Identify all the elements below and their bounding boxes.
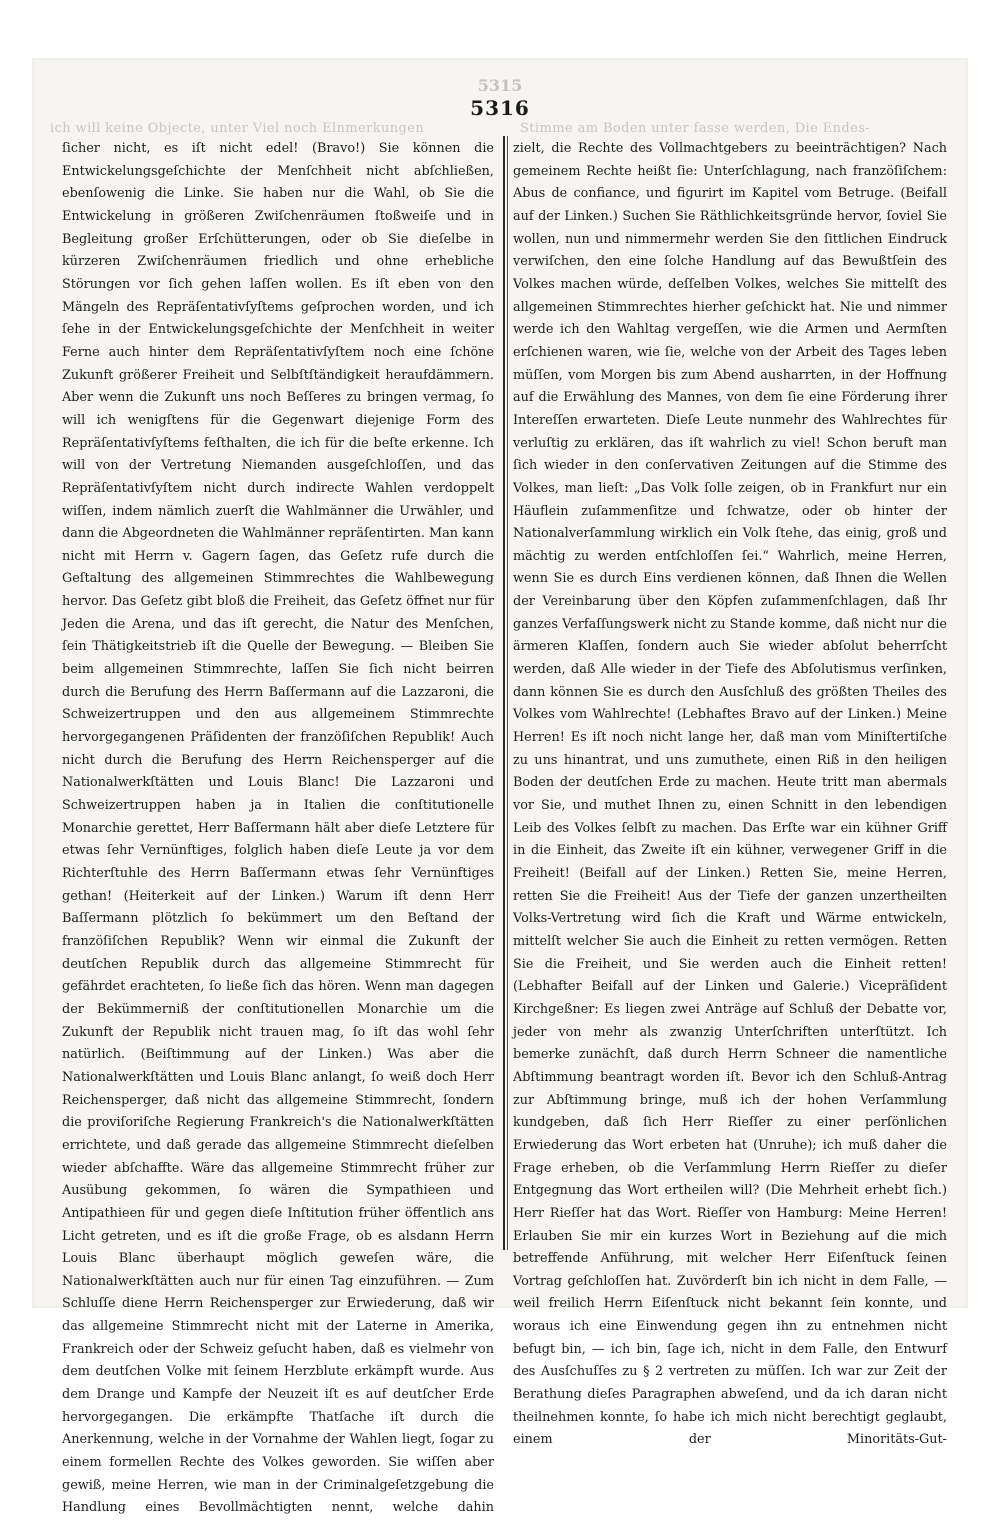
ghost-header-left: ich will keine Objecte, unter Viel noch Elnmerkungen	[50, 121, 425, 136]
column-rule	[503, 136, 505, 1250]
column-rule-inner	[507, 136, 508, 1250]
right-column	[513, 138, 947, 1452]
left-column	[62, 138, 494, 1520]
left-column-text: ſicher nicht, es iſt nicht edel! (Bravo!) Sie können die Entwickelungsgeſchichte der Menſchheit nicht abſchließen, ebenſowenig die Linke. Sie haben nur die Wahl, ob Sie die Entwickelung in größeren Zwiſchenräumen ſtoßweiſe und in Begleitung großer Erſchütterungen, oder ob Sie dieſelbe in kürzeren Zwiſchenräumen friedlich und ohne erhebliche Störungen vor ſich gehen laſſen wollen. Es iſt eben von den Mängeln des Repräſentativſyſtems geſprochen worden, und ich ſehe in der Entwickelungsgeſchichte der Menſchheit in weiter Ferne auch hinter dem Repräſentativſyſtem noch eine ſchöne Zukunft größerer Freiheit und Selbſtſtändigkeit heraufdämmern. Aber wenn die Zukunft uns noch Beſſeres zu bringen vermag, ſo will ich wenigſtens für die Gegenwart diejenige Form des Repräſentativſyſtems feſthalten, die ich für die beſte erkenne. Ich will von der Vertretung Niemanden ausgeſchloſſen, und das Repräſentativſyſtem nicht durch indirecte Wahlen verdoppelt wiſſen, indem nämlich zuerſt die Wahlmänner die Urwähler, und dann die Abgeordneten die Wahlmänner repräſentirten. Man kann nicht mit Herrn v. Gagern ſagen, das Geſetz rufe durch die Geſtaltung des allgemeinen Stimmrechtes die Wahlbewegung hervor. Das Geſetz gibt bloß die Freiheit, das Geſetz öffnet nur für Jeden die Arena, und das iſt gerecht, die Natur des Menſchen, ſein Thätigkeitstrieb iſt die Quelle der Bewegung. — Bleiben Sie beim allgemeinen Stimmrechte, laſſen Sie ſich nicht beirren durch die Berufung des Herrn Baſſermann auf die Lazzaroni, die Schweizertruppen und den aus allgemeinem Stimmrechte hervorgegangenen Präſidenten der franzöſiſchen Republik! Auch nicht durch die Berufung des Herrn Reichensperger auf die Nationalwerkſtätten und Louis Blanc! Die Lazzaroni und Schweizertruppen haben ja in Italien die conſtitutionelle Monarchie gerettet, Herr Baſſermann hält aber dieſe Letztere für etwas ſehr Vernünftiges, folglich haben dieſe Leute ja vor dem Richterſtuhle des Herrn Baſſermann etwas ſehr Vernünftiges gethan! (Heiterkeit auf der Linken.) Warum iſt denn Herr Baſſermann plötzlich ſo bekümmert um den Beſtand der franzöſiſchen Republik? Wenn wir einmal die Zukunft der deutſchen Republik durch das allgemeine Stimmrecht für gefährdet erachteten, ſo ließe ſich das hören. Wenn man dagegen der Bekümmerniß der conſtitutionellen Monarchie um die Zukunft der Republik nicht trauen mag, ſo iſt das wohl ſehr natürlich. (Beiſtimmung auf der Linken.) Was aber die Nationalwerkſtätten und Louis Blanc anlangt, ſo weiß doch Herr Reichensperger, daß nicht das allgemeine Stimmrecht, ſondern die proviſoriſche Regierung Frankreich's die Nationalwerkſtätten errichtete, und daß gerade das allgemeine Stimmrecht dieſelben wieder abſchaffte. Wäre das allgemeine Stimmrecht früher zur Ausübung gekommen, ſo wären die Sympathieen und Antipathieen für und gegen dieſe Inſtitution früher öffentlich ans Licht getreten, und es iſt die große Frage, ob es alsdann Herrn Louis Blanc überhaupt möglich geweſen wäre, die Nationalwerkſtätten auch nur für einen Tag einzuführen. — Zum Schluſſe diene Herrn Reichensperger zur Erwiederung, daß wir das allgemeine Stimmrecht nicht mit der Laterne in Amerika, Frankreich oder der Schweiz geſucht haben, daß es vielmehr von dem deutſchen Volke mit ſeinem Herzblute erkämpft wurde. Aus dem Drange und Kampfe der Neuzeit iſt es auf deutſcher Erde hervorgegangen. Die erkämpfte Thatſache iſt durch die Anerkennung, welche in der Vornahme der Wahlen liegt, ſogar zu einem formellen Rechte des Volkes geworden. Sie wiſſen aber gewiß, meine Herren, wie man in der Criminalgeſetzgebung die Handlung eines Bevollmächtigten nennt, welche dahin	[62, 141, 494, 1516]
right-column-text: zielt, die Rechte des Vollmachtgebers zu beeinträchtigen? Nach gemeinem Rechte heißt ſie: Unterſchlagung, nach franzöſiſchem: Abus de confiance, und figurirt im Kapitel vom Betruge. (Beifall auf der Linken.) Suchen Sie Räthlichkeitsgründe hervor, ſoviel Sie wollen, nun und nimmermehr werden Sie den ſittlichen Eindruck verwiſchen, den eine ſolche Handlung auf das Bewußtſein des Volkes machen würde, deſſelben Volkes, welches Sie mittelſt des allgemeinen Stimmrechtes hierher geſchickt hat. Nie und nimmer werde ich den Wahltag vergeſſen, wie die Armen und Aermſten erſchienen waren, wie ſie, welche von der Arbeit des Tages leben müſſen, vom Morgen bis zum Abend ausharrten, in der Hoffnung auf die Erwählung des Mannes, von dem ſie eine Förderung ihrer Intereſſen erwarteten. Dieſe Leute nunmehr des Wahlrechtes für verluſtig zu erklären, das iſt wahrlich zu viel! Schon beruft man ſich wieder in den conſervativen Zeitungen auf die Stimme des Volkes, man lieſt: „Das Volk ſolle zeigen, ob in Frankfurt nur ein Häuflein zuſammenſitze und ſchwatze, oder ob hinter der Nationalverſammlung wirklich ein Volk ſtehe, das einig, groß und mächtig zu werden entſchloſſen ſei.“ Wahrlich, meine Herren, wenn Sie es durch Eins verdienen können, daß Ihnen die Wellen der Vereinbarung über den Köpfen zuſammenſchlagen, daß Ihr ganzes Verfaſſungswerk nicht zu Stande komme, daß nicht nur die ärmeren Klaſſen, ſondern auch Sie wieder abſolut beherrſcht werden, daß Alle wieder in der Tiefe des Abſolutismus verſinken, dann können Sie es durch den Ausſchluß des größten Theiles des Volkes vom Wahlrechte! (Lebhaftes Bravo auf der Linken.) Meine Herren! Es iſt noch nicht lange her, daß man vom Miniſtertiſche zu uns hinantrat, und uns zumuthete, einen Riß in den heiligen Boden der deutſchen Erde zu machen. Heute tritt man abermals vor Sie, und muthet Ihnen zu, einen Schnitt in den lebendigen Leib des Volkes ſelbſt zu machen. Das Erſte war ein kühner Griff in die Einheit, das Zweite iſt ein kühner, verwegener Griff in die Freiheit! (Beifall auf der Linken.) Retten Sie, meine Herren, retten Sie die Freiheit! Aus der Tiefe der ganzen unzertheilten Volks-Vertretung wird ſich die Kraft und Wärme entwickeln, mittelſt welcher Sie auch die Einheit zu retten vermögen. Retten Sie die Freiheit, und Sie werden auch die Einheit retten! (Lebhafter Beifall auf der Linken und Galerie.) Vicepräſident Kirchgeßner: Es liegen zwei Anträge auf Schluß der Debatte vor, jeder von mehr als zwanzig Unterſchriften unterſtützt. Ich bemerke zunächſt, daß durch Herrn Schneer die namentliche Abſtimmung beantragt worden iſt. Bevor ich den Schluß-Antrag zur Abſtimmung bringe, muß ich der hohen Verſammlung kundgeben, daß ſich Herr Rieſſer zu einer perſönlichen Erwiederung das Wort erbeten hat (Unruhe); ich muß daher die Frage erheben, ob die Verſammlung Herrn Rieſſer zu dieſer Entgegnung das Wort ertheilen will? (Die Mehrheit erhebt ſich.) Herr Rieſſer hat das Wort. Rieſſer von Hamburg: Meine Herren! Erlauben Sie mir ein kurzes Wort in Beziehung auf die mich betreffende Anführung, mit welcher Herr Eiſenſtuck ſeinen Vortrag geſchloſſen hat. Zuvörderſt bin ich nicht in dem Falle, — weil freilich Herrn Eiſenſtuck nicht bekannt ſein konnte, und woraus ich eine Einwendung gegen ihn zu entnehmen nicht befugt bin, — ich bin, ſage ich, nicht in dem Falle, den Entwurf des Ausſchuſſes zu § 2 vertreten zu müſſen. Ich war zur Zeit der Berathung dieſes Paragraphen abweſend, und da ich daran nicht theilnehmen konnte, ſo habe ich mich nicht berechtigt geglaubt, einem der Minoritäts-Gut-	[513, 141, 947, 1448]
page-number: 5316	[470, 96, 530, 120]
ghost-page-number: 5315	[477, 76, 523, 95]
ghost-header-right: Stimme am Boden unter fasse werden, Die Endes-	[520, 121, 871, 136]
